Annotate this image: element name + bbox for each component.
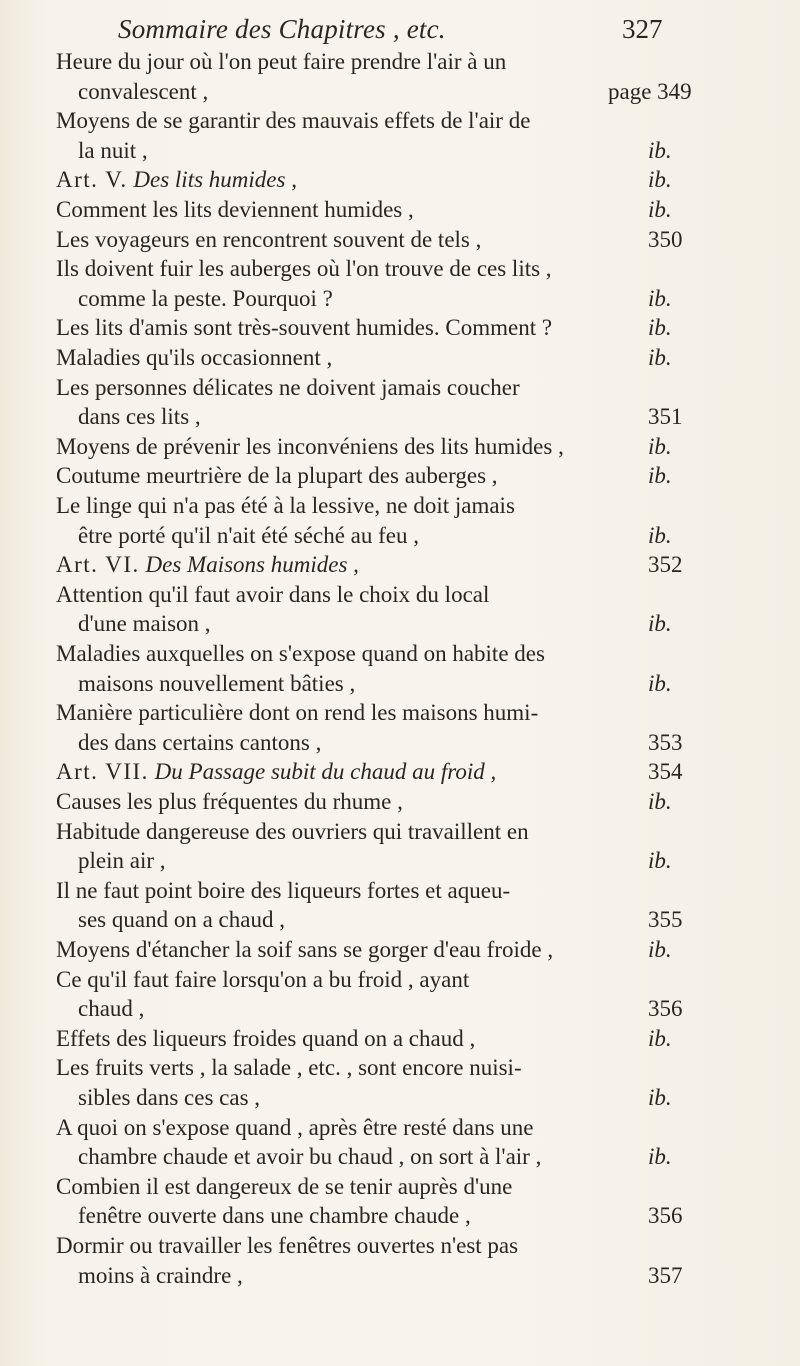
entry-text: Les personnes délicates ne doivent jamais coucher [56,374,520,400]
toc-line [0,166,800,194]
toc-line [0,640,800,668]
toc-line [0,1084,800,1112]
toc-line [0,995,800,1023]
toc-line [0,1262,800,1290]
toc-line [0,670,800,698]
article-label: Art. VII. [56,759,149,785]
toc-line [0,433,800,461]
entry-page-ref: 356 [648,1203,683,1229]
entry-text: d'une maison , [78,611,211,637]
toc-line [0,226,800,254]
toc-line [0,255,800,283]
toc-line [0,492,800,520]
entry-text: Les lits d'amis sont très-souvent humides. Comment ? [56,315,553,341]
entry-page-ref: ib. [648,1085,672,1110]
toc-line [0,78,800,106]
entry-text: Il ne faut point boire des liqueurs fortes et aqueu- [56,877,511,903]
article-title: Du Passage subit du chaud au froid , [154,759,497,785]
toc-line [0,936,800,964]
entry-page-ref: 357 [648,1262,683,1288]
toc-line [0,1143,800,1171]
entry-page-ref: ib. [648,611,672,637]
entry-page-ref: 356 [648,996,683,1022]
entry-text: A quoi on s'expose quand , après être resté dans une [56,1114,534,1140]
toc-line [0,1054,800,1082]
entry-page-ref: 350 [648,226,683,252]
toc-line [0,48,800,76]
toc-line [0,1173,800,1201]
entry-page-ref: 353 [648,729,683,755]
toc-line [0,1232,800,1260]
entry-text: Effets des liqueurs froides quand on a chaud , [56,1025,476,1051]
entry-text: Moyens d'étancher la soif sans se gorger d'eau froide , [56,937,554,962]
entry-text: Maladies auxquelles on s'expose quand on habite des [56,641,545,666]
toc-line [0,374,800,402]
entry-text: convalescent , [78,78,209,104]
entry-text: Ils doivent fuir les auberges où l'on trouve de ces lits , [56,256,552,282]
entry-text: maisons nouvellement bâties , [78,670,356,696]
entry-text: plein air , [78,848,166,874]
entry-page-ref: 355 [648,907,683,933]
article-title: Des lits humides , [133,167,297,193]
entry-text: moins à craindre , [78,1262,243,1288]
toc-line [0,966,800,994]
entry-page-ref: ib. [648,433,672,459]
toc-line [0,107,800,135]
entry-text: la nuit , [78,137,148,163]
toc-line [0,462,800,490]
entry-page-ref: page 349 [608,78,692,104]
entry-text: Combien il est dangereux de se tenir auprès d'une [56,1173,513,1199]
toc-line [0,758,800,786]
entry-page-ref: 351 [648,404,683,430]
entry-text: Comment les lits deviennent humides , [56,197,414,222]
entry-text: ses quand on a chaud , [78,907,285,933]
toc-line [0,699,800,727]
entry-text: Coutume meurtrière de la plupart des auberges , [56,463,498,489]
entry-text: sibles dans ces cas , [78,1085,261,1110]
entry-text: dans ces lits , [78,404,201,430]
article-label: Art. VI. [56,552,140,578]
article-label: Art. V. [56,167,128,193]
toc-line [0,344,800,372]
toc-line [0,522,800,550]
toc-line [0,314,800,342]
article-heading [56,551,359,579]
toc-line [0,581,800,609]
toc-line [0,877,800,905]
entry-text: Les voyageurs en rencontrent souvent de tels , [56,226,482,252]
article-heading [56,166,297,194]
entry-text: Causes les plus fréquentes du rhume , [56,789,403,814]
entry-page-ref: ib. [648,789,672,814]
entry-page-ref: ib. [648,1144,672,1170]
running-head: Sommaire des Chapitres , etc. [118,14,446,44]
toc-line [0,285,800,313]
toc-line [0,196,800,224]
entry-page-ref: ib. [648,167,672,193]
entry-text: Ce qu'il faut faire lorsqu'on a bu froid , ayant [56,966,470,992]
toc-line [0,1114,800,1142]
toc-line [0,610,800,638]
toc-line [0,551,800,579]
entry-page-ref: ib. [648,848,672,874]
entry-text: comme la peste. Pourquoi ? [78,285,333,311]
entry-text: des dans certains cantons , [78,729,322,755]
toc-line [0,1202,800,1230]
toc-line [0,137,800,165]
entry-text: Les fruits verts , la salade , etc. , sont encore nuisi- [56,1055,522,1081]
entry-page-ref: ib. [648,197,672,222]
entry-page-ref: ib. [648,345,672,370]
entry-page-ref: ib. [648,285,672,311]
entry-text: être porté qu'il n'ait été séché au feu , [78,522,419,548]
entry-text: Habitude dangereuse des ouvriers qui travaillent en [56,818,529,844]
toc-line [0,906,800,934]
entry-text: chambre chaude et avoir bu chaud , on sort à l'air , [78,1144,542,1170]
entry-text: Attention qu'il faut avoir dans le choix du local [56,581,490,607]
entry-page-ref: ib. [648,670,672,696]
entry-text: fenêtre ouverte dans une chambre chaude , [78,1203,471,1229]
entry-page-ref: 352 [648,552,683,578]
entry-page-ref: ib. [648,522,672,548]
toc-line [0,1025,800,1053]
toc-line [0,788,800,816]
entry-text: Dormir ou travailler les fenêtres ouvertes n'est pas [56,1233,519,1258]
entry-page-ref: ib. [648,937,672,962]
entry-page-ref: ib. [648,137,672,163]
entry-page-ref: 354 [648,759,683,785]
entry-text: chaud , [78,996,145,1022]
article-heading [56,758,496,786]
toc-line [0,847,800,875]
entry-text: Heure du jour où l'on peut faire prendre l'air à un [56,49,507,74]
entry-text: Moyens de prévenir les inconvéniens des lits humides , [56,433,564,459]
toc-line [0,403,800,431]
toc-line [0,729,800,757]
toc-line [0,818,800,846]
entry-page-ref: ib. [648,1025,672,1051]
entry-text: Moyens de se garantir des mauvais effets de l'air de [56,108,531,134]
entry-text: Manière particulière dont on rend les maisons humi- [56,700,539,726]
page-number: 327 [622,14,663,44]
entry-text: Le linge qui n'a pas été à la lessive, ne doit jamais [56,493,515,518]
entry-text: Maladies qu'ils occasionnent , [56,345,333,370]
entry-page-ref: ib. [648,315,672,341]
entry-page-ref: ib. [648,463,672,489]
article-title: Des Maisons humides , [145,552,359,578]
